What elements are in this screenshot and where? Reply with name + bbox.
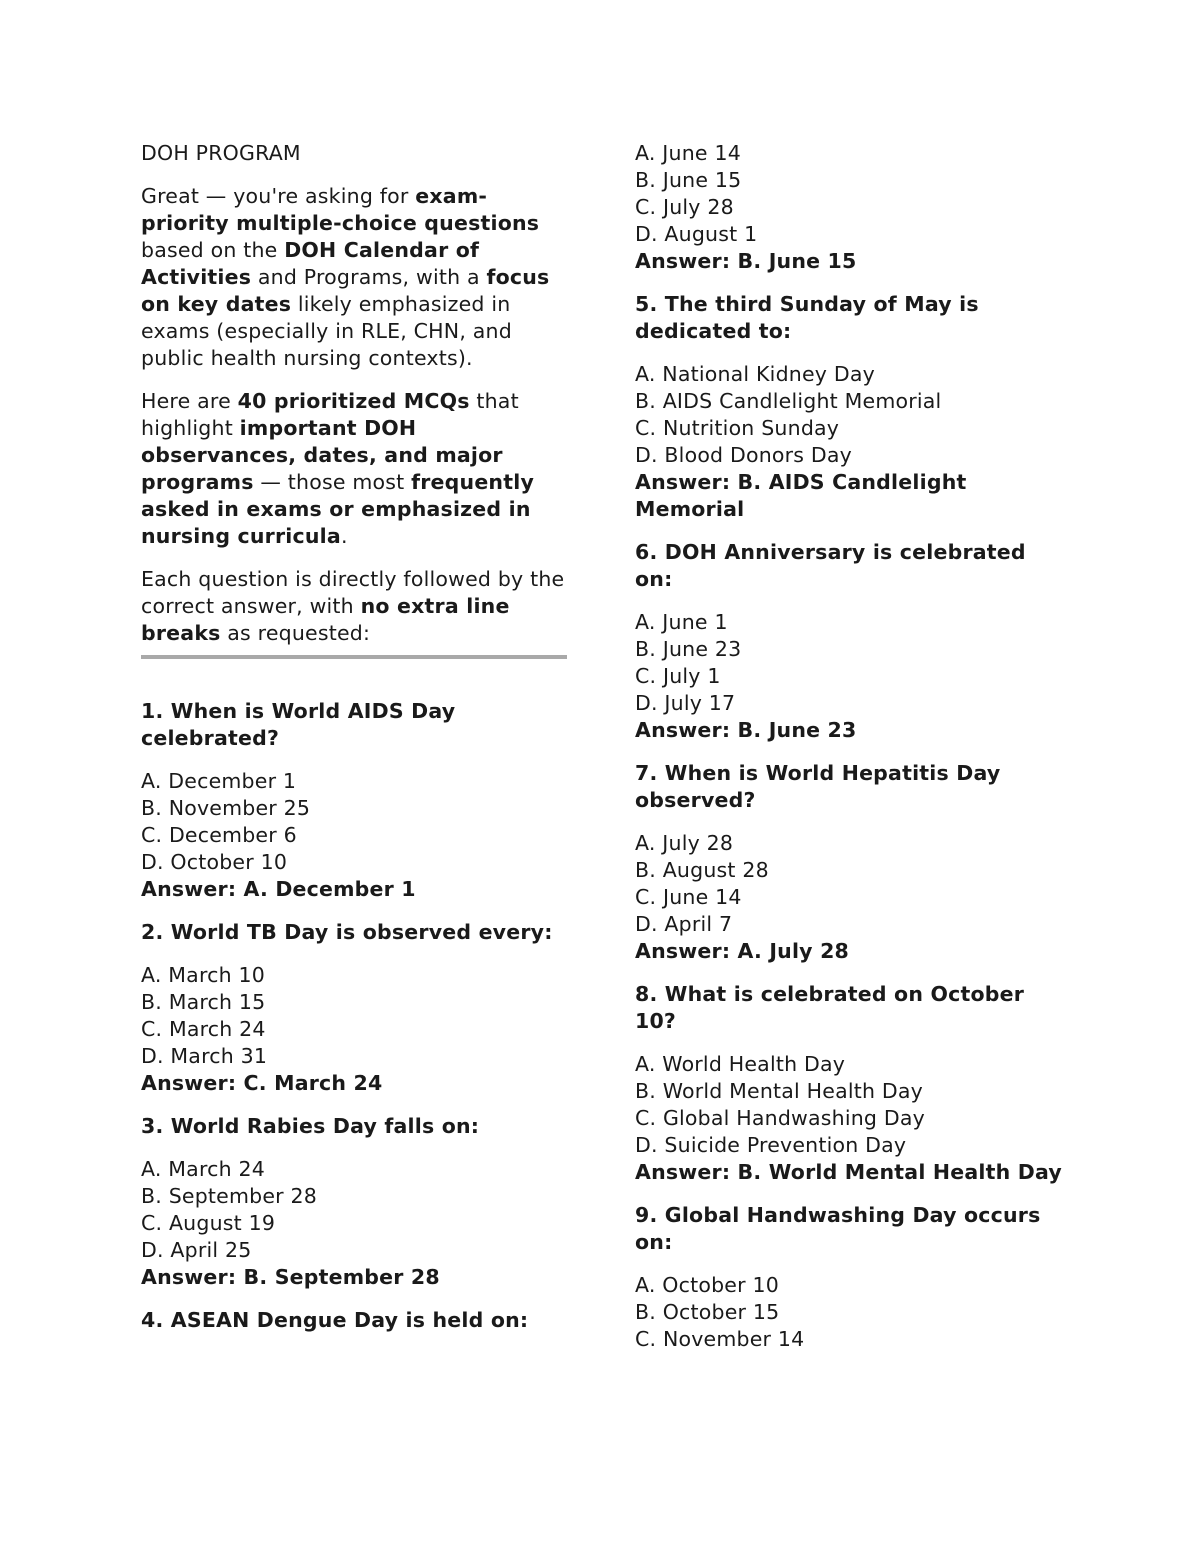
question-text: 2. World TB Day is observed every: (141, 920, 553, 944)
options-list (635, 140, 1065, 275)
question-text: 1. When is World AIDS Day celebrated? (141, 699, 456, 750)
option-b: B. August 28 (635, 858, 769, 882)
options-list (141, 962, 571, 1097)
question-block (141, 1113, 571, 1291)
question-text: 4. ASEAN Dengue Day is held on: (141, 1308, 529, 1332)
option-a: A. National Kidney Day (635, 362, 875, 386)
option-d: D. October 10 (141, 850, 288, 874)
intro1-bold-2: DOH Calendar of Activities (141, 238, 480, 289)
option-b: B. World Mental Health Day (635, 1079, 923, 1103)
option-c: C. Nutrition Sunday (635, 416, 840, 440)
question-text: 3. World Rabies Day falls on: (141, 1114, 480, 1138)
intro-paragraph-2 (141, 388, 571, 550)
option-a: A. October 10 (635, 1273, 779, 1297)
option-b: B. September 28 (141, 1184, 318, 1208)
question-text: 7. When is World Hepatitis Day observed? (635, 761, 1001, 812)
option-b: B. AIDS Candlelight Memorial (635, 389, 942, 413)
options-list (635, 1272, 1065, 1353)
option-c: C. July 1 (635, 664, 721, 688)
option-a: A. December 1 (141, 769, 297, 793)
question-block (141, 698, 571, 903)
answer-line: Answer: B. World Mental Health Day (635, 1160, 1062, 1184)
option-b: B. June 15 (635, 168, 742, 192)
answer-line: Answer: B. AIDS Candlelight Memorial (635, 470, 967, 521)
left-column (141, 140, 571, 1334)
option-d: D. Blood Donors Day (635, 443, 852, 467)
option-a: A. March 10 (141, 963, 265, 987)
question-block (635, 291, 1065, 523)
intro1-text-4: likely emphasized in exams (especially in RLE, CHN, and public health nursing contexts). (141, 292, 512, 370)
option-d: D. April 7 (635, 912, 733, 936)
option-a: A. March 24 (141, 1157, 265, 1181)
intro2-bold-1: 40 prioritized MCQs (237, 389, 470, 413)
intro3-text-1: Each question is directly followed by the correct answer, with (141, 567, 565, 618)
option-a: A. World Health Day (635, 1052, 846, 1076)
answer-line: Answer: B. June 15 (635, 249, 857, 273)
option-a: A. June 14 (635, 141, 741, 165)
option-c: C. March 24 (141, 1017, 266, 1041)
intro1-bold-3: focus on key dates (141, 265, 550, 316)
question-text: 5. The third Sunday of May is dedicated to: (635, 292, 979, 343)
intro1-bold-1: exam-priority multiple-choice questions (141, 184, 540, 235)
intro2-text-4: . (340, 524, 348, 548)
answer-line: Answer: B. June 23 (635, 718, 857, 742)
options-list (141, 1156, 571, 1291)
question-block (635, 760, 1065, 965)
question-block (141, 919, 571, 1097)
intro-paragraph-3 (141, 566, 571, 647)
intro2-bold-3: frequently asked in exams or emphasized in nursing curricula (141, 470, 535, 548)
question-block (635, 539, 1065, 744)
option-a: A. July 28 (635, 831, 734, 855)
option-d: D. April 25 (141, 1238, 252, 1262)
option-b: B. March 15 (141, 990, 266, 1014)
question-text: 9. Global Handwashing Day occurs on: (635, 1203, 1041, 1254)
divider-spacer (141, 659, 571, 698)
options-list (635, 1051, 1065, 1186)
right-column (635, 140, 1065, 1353)
option-c: C. December 6 (141, 823, 297, 847)
intro2-bold-2: important DOH observances, dates, and major programs (141, 416, 503, 494)
options-list (635, 609, 1065, 744)
intro1-text-3: and Programs, with a (251, 265, 487, 289)
document-title: DOH PROGRAM (141, 141, 301, 165)
option-b: B. October 15 (635, 1300, 780, 1324)
options-list (635, 361, 1065, 523)
option-d: D. Suicide Prevention Day (635, 1133, 907, 1157)
options-list (141, 768, 571, 903)
intro3-bold-1: no extra line breaks (141, 594, 510, 645)
option-a: A. June 1 (635, 610, 728, 634)
intro-paragraph-1 (141, 183, 571, 372)
option-c: C. November 14 (635, 1327, 805, 1351)
answer-line: Answer: C. March 24 (141, 1071, 383, 1095)
intro1-text-2: based on the (141, 238, 285, 262)
option-d: D. July 17 (635, 691, 736, 715)
question-text: 6. DOH Anniversary is celebrated on: (635, 540, 1026, 591)
intro2-text-2: that highlight (141, 389, 519, 440)
options-list (635, 830, 1065, 965)
option-b: B. November 25 (141, 796, 311, 820)
intro2-text-3: — those most (253, 470, 412, 494)
option-c: C. June 14 (635, 885, 742, 909)
option-c: C. Global Handwashing Day (635, 1106, 925, 1130)
question-block-continued (635, 140, 1065, 275)
intro2-text-1: Here are (141, 389, 238, 413)
option-c: C. August 19 (141, 1211, 276, 1235)
question-block (635, 981, 1065, 1186)
intro3-text-2: as requested: (220, 621, 371, 645)
option-c: C. July 28 (635, 195, 734, 219)
answer-line: Answer: A. December 1 (141, 877, 416, 901)
option-d: D. March 31 (141, 1044, 268, 1068)
answer-line: Answer: A. July 28 (635, 939, 849, 963)
intro1-text-1: Great — you're asking for (141, 184, 416, 208)
question-text: 8. What is celebrated on October 10? (635, 982, 1025, 1033)
question-block (635, 1202, 1065, 1353)
answer-line: Answer: B. September 28 (141, 1265, 440, 1289)
option-d: D. August 1 (635, 222, 758, 246)
option-b: B. June 23 (635, 637, 742, 661)
